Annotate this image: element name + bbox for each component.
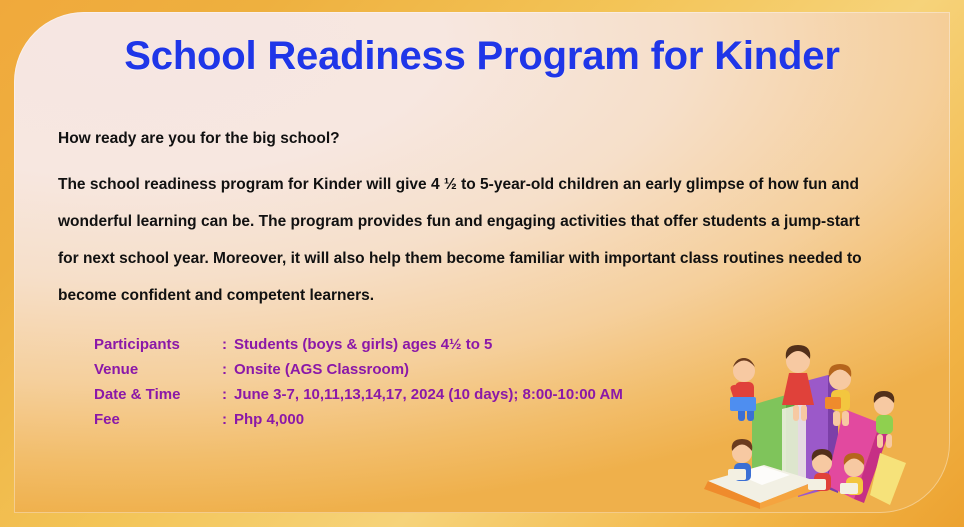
slide-inner-panel xyxy=(14,12,950,513)
detail-separator: : xyxy=(222,336,227,353)
detail-row-date-time xyxy=(94,386,623,411)
books-and-children-illustration xyxy=(694,313,934,513)
detail-separator: : xyxy=(222,386,227,403)
program-description: The school readiness program for Kinder will give 4 ½ to 5-year-old children an early glimpse of how fun and wonderful learning can be. The program provides fun and engaging activities that offer students a jump-start for next school year. Moreover, it will also help them become familiar with important class routines needed to become confident and competent learners. xyxy=(58,176,862,304)
detail-row-fee xyxy=(94,411,623,436)
detail-row-venue xyxy=(94,361,623,386)
detail-label: Venue xyxy=(94,361,139,378)
detail-value: Php 4,000 xyxy=(234,411,305,428)
detail-row-participants xyxy=(94,336,623,361)
detail-separator: : xyxy=(222,361,227,378)
detail-label: Date & Time xyxy=(94,386,181,403)
detail-separator: : xyxy=(222,411,227,428)
lead-question: How ready are you for the big school? xyxy=(58,130,340,147)
detail-label: Fee xyxy=(94,411,120,428)
page-title: School Readiness Program for Kinder xyxy=(124,34,840,78)
detail-value: Onsite (AGS Classroom) xyxy=(234,361,410,378)
detail-value: June 3-7, 10,11,13,14,17, 2024 (10 days); 8:00-10:00 AM xyxy=(234,386,623,403)
program-details-list xyxy=(94,336,623,436)
body-text-block xyxy=(58,130,878,314)
detail-value: Students (boys & girls) ages 4½ to 5 xyxy=(234,336,493,353)
detail-label: Participants xyxy=(94,336,180,353)
